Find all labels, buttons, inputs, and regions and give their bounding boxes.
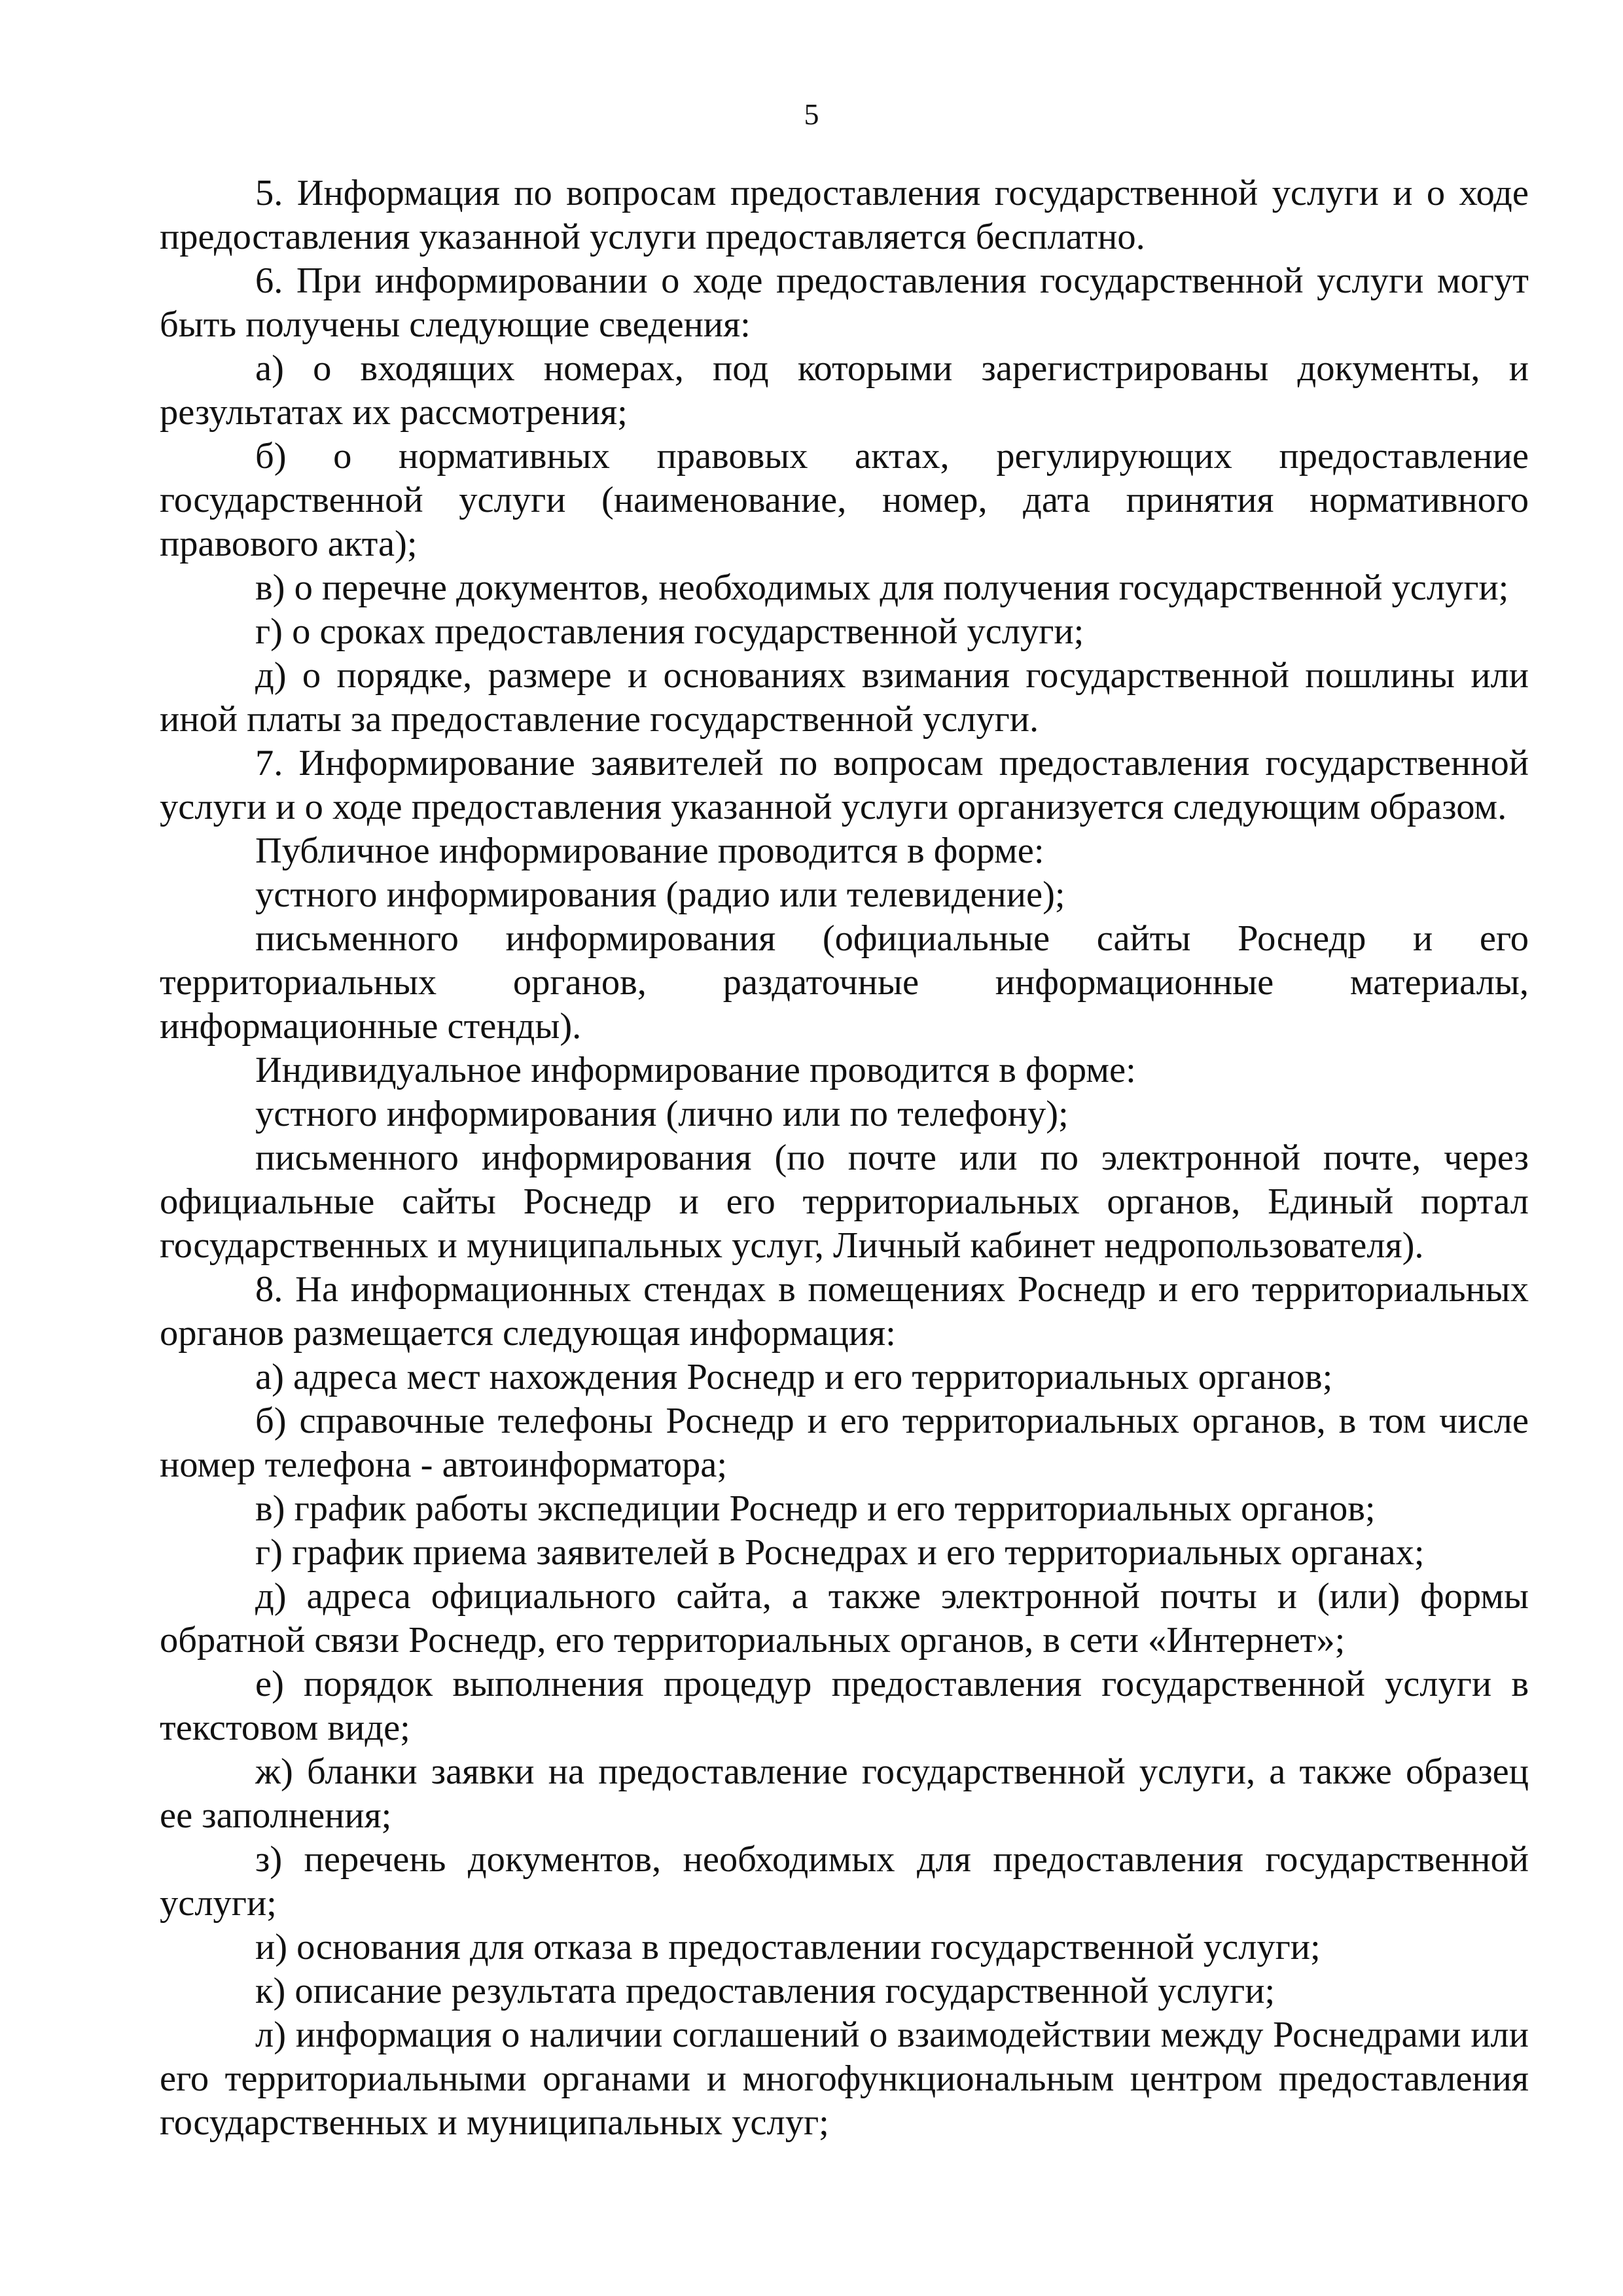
list-item-6g: г) о сроках предоставления государственной услуги;: [255, 611, 1084, 652]
list-item-6a: а) о входящих номерах, под которыми зарегистрированы документы, и результатах их рассмотрения;: [160, 348, 1529, 433]
list-item-6b: б) о нормативных правовых актах, регулирующих предоставление государственной услуги (наименование, номер, дата принятия нормативного правового акта);: [160, 436, 1529, 564]
paragraph-5-free-information: 5. Информация по вопросам предоставления государственной услуги и о ходе предоставления указанной услуги предоставляется бесплатно.: [160, 173, 1529, 257]
list-item-6d: д) о порядке, размере и основаниях взимания государственной пошлины или иной платы за предоставление государственной услуги.: [160, 655, 1529, 740]
list-item-8k: к) описание результата предоставления государственной услуги;: [255, 1971, 1275, 2011]
paragraph-7-informing-applicants: 7. Информирование заявителей по вопросам предоставления государственной услуги и о ходе предоставления указанной услуги организуется следующим образом.: [160, 743, 1529, 827]
public-informing-heading: Публичное информирование проводится в форме:: [255, 831, 1044, 871]
individual-written-informing: письменного информирования (по почте или по электронной почте, через официальные сайты Роснедр и его территориальных органов, Единый портал государственных и муниципальных услуг, Личный кабинет недропользователя).: [160, 1138, 1529, 1266]
list-item-8b: б) справочные телефоны Роснедр и его территориальных органов, в том числе номер телефона - автоинформатора;: [160, 1401, 1529, 1485]
list-item-8zh: ж) бланки заявки на предоставление государственной услуги, а также образец ее заполнения;: [160, 1751, 1529, 1836]
list-item-8z: з) перечень документов, необходимых для предоставления государственной услуги;: [160, 1839, 1529, 1924]
list-item-8e: е) порядок выполнения процедур предоставления государственной услуги в текстовом виде;: [160, 1664, 1529, 1748]
document-body: [160, 171, 1529, 2145]
list-item-8l: л) информация о наличии соглашений о взаимодействии между Роснедрами или его территориальными органами и многофункциональным центром предоставления государственных и муниципальных услуг;: [160, 2015, 1529, 2143]
paragraph-6-information-intro: 6. При информировании о ходе предоставления государственной услуги могут быть получены следующие сведения:: [160, 260, 1529, 345]
individual-oral-informing: устного информирования (лично или по телефону);: [255, 1094, 1069, 1134]
list-item-8d: д) адреса официального сайта, а также электронной почты и (или) формы обратной связи Роснедр, его территориальных органов, в сети «Интернет»;: [160, 1576, 1529, 1660]
paragraph-8-information-stands: 8. На информационных стендах в помещениях Роснедр и его территориальных органов размещается следующая информация:: [160, 1269, 1529, 1354]
public-written-informing: письменного информирования (официальные сайты Роснедр и его территориальных органов, раздаточные информационные материалы, информационные стенды).: [160, 918, 1529, 1047]
list-item-8i: и) основания для отказа в предоставлении государственной услуги;: [255, 1927, 1321, 1967]
individual-informing-heading: Индивидуальное информирование проводится в форме:: [255, 1050, 1136, 1090]
public-oral-informing: устного информирования (радио или телевидение);: [255, 874, 1065, 915]
list-item-6v: в) о перечне документов, необходимых для получения государственной услуги;: [255, 567, 1509, 608]
list-item-8a: а) адреса мест нахождения Роснедр и его территориальных органов;: [255, 1357, 1333, 1397]
list-item-8v: в) график работы экспедиции Роснедр и его территориальных органов;: [255, 1488, 1376, 1529]
page-number: 5: [804, 98, 819, 131]
list-item-8g: г) график приема заявителей в Роснедрах и его территориальных органах;: [255, 1532, 1425, 1573]
